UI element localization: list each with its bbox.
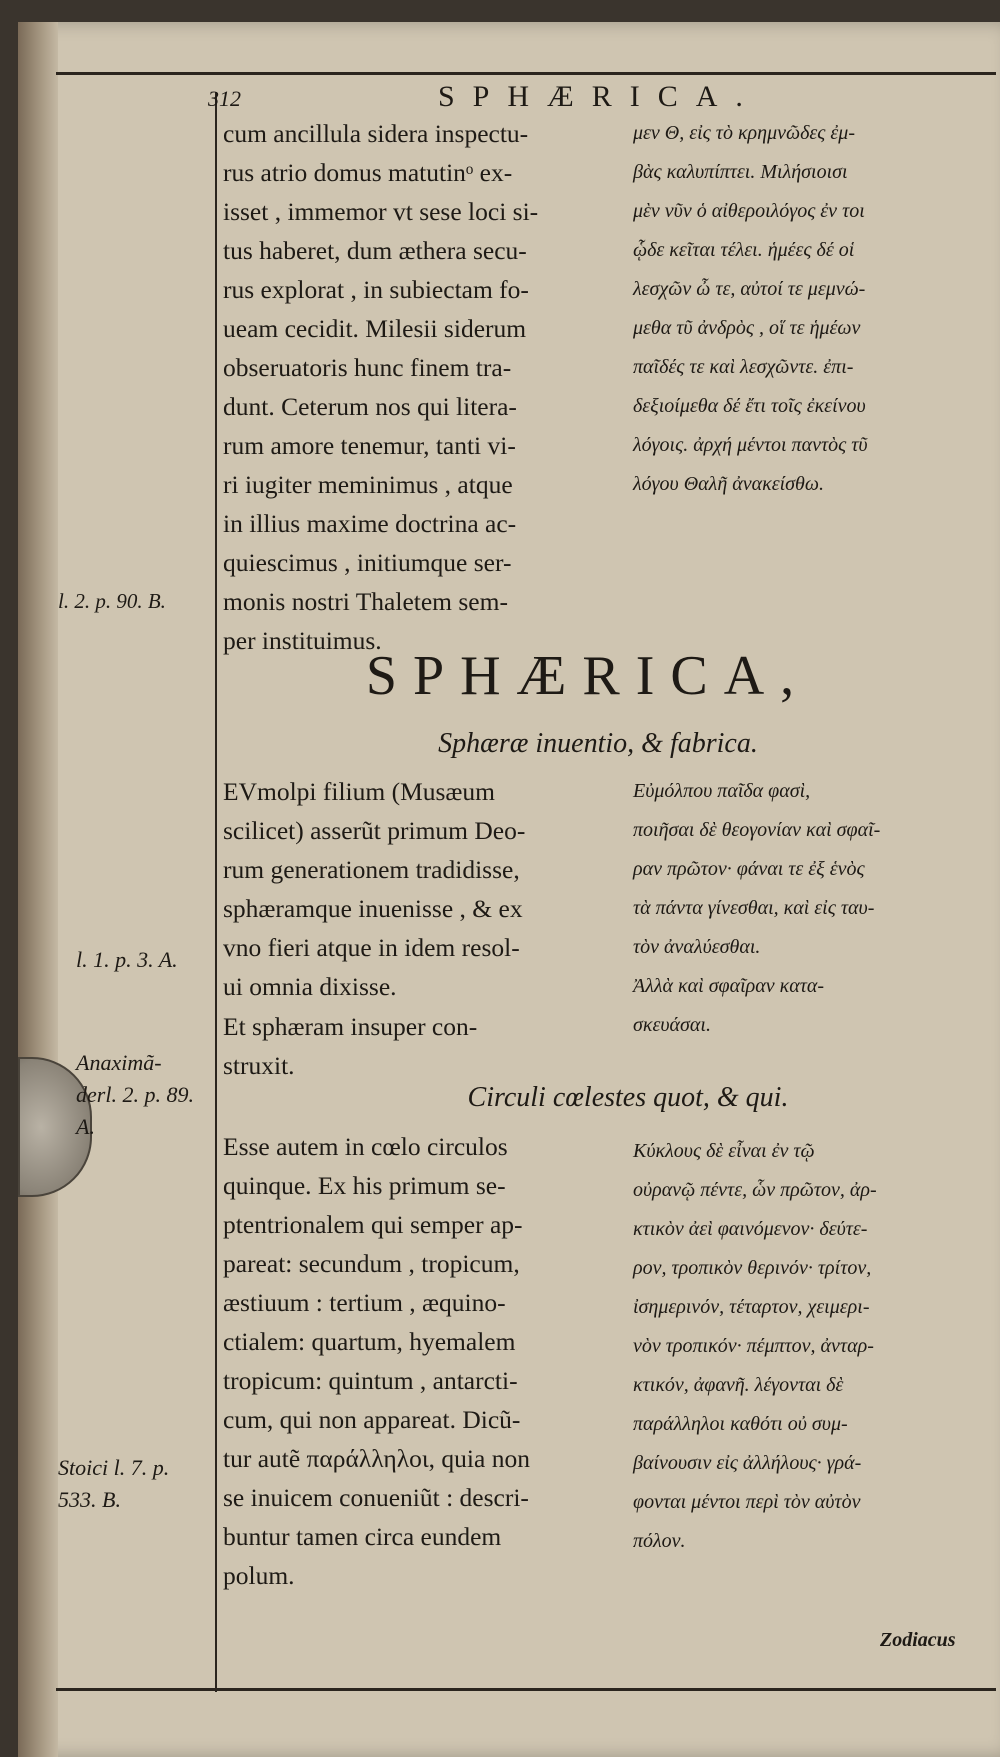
latin-text-construxit: Et sphæram insuper con- struxit. [223,1012,478,1080]
section-title: SPHÆRICA, [365,645,811,707]
subheading-circuli: Circuli cœlestes quot, & qui. [467,1082,789,1113]
greek-text-top: μεν Θ, εἰς τὸ κρημνῶδες ἐμ- βὰς καλυπίπτει. Μιλήσιοισι μὲν νῦν ὁ αἰθεροιλόγος ἐν τοι ᾧδε κεῖται τέλει. ἡμέες δέ οἱ λεσχῶν ὦ τε, αὐτοί τε μεμνώ- μεθα τῦ ἀνδρὸς , οἵ τε ἡμέων παῖδές τε καὶ λεσχῶντε. ἐπι- δεξιοίμεθα δέ ἔτι τοῖς ἐκείνου λόγοις. ἀρχή μέντοι παντὸς τῦ λόγου Θαλῆ ἀνακείσθω. [633,122,868,495]
latin-text-top: cum ancillula sidera inspectu- rus atrio domus matutinᵒ ex- isset , immemor vt sese loci si- tus haberet, dum æthera secu- rus explorat , in subiectam fo- ueam cecidit. Milesii siderum obseruatoris hunc finem tra- dunt. Ceterum nos qui litera- rum amore tenemur, tanti vi- ri iugiter meminimus , atque in illius maxime doctrina ac- quiescimus , initiumque ser- monis nostri Thaletem sem- per instituimus. [223,119,539,655]
margin-note: Stoici l. 7. p. 533. B. [58,1455,170,1512]
book-page [18,22,1000,1757]
running-title: SPHÆRICA. [438,80,761,113]
latin-text-circuli: Esse autem in cœlo circulos quinque. Ex his primum se- ptentrionalem qui semper ap- pareat: secundum , tropicum, æstiuum : tertium , æquino- ctialem: quartum, hyemalem tropicum: quintum , antarcti- cum, qui non appareat. Dicũ- tur autẽ παράλληλοι, quia non se inuicem conueniũt : descri- buntur tamen circa eundem polum. [223,1132,530,1590]
catchword: Zodiacus [880,1629,956,1651]
greek-text-sphaera: Εὐμόλπου παῖδα φασὶ, ποιῆσαι δὲ θεογονίαν καὶ σφαῖ- ραν πρῶτον· φάναι τε ἐξ ἑνὸς τὰ πάντα γίνεσθαι, καὶ εἰς ταυ- τὸν ἀναλύεσθαι. [633,780,881,958]
margin-rule [215,92,217,1692]
margin-note: l. 1. p. 3. A. [76,947,178,972]
greek-text-kataskeuasai: Ἀλλὰ καὶ σφαῖραν κατα- σκευάσαι. [633,975,825,1036]
book-binding [18,22,58,1757]
page-number: 312 [208,86,241,111]
margin-note: Anaximã- derl. 2. p. 89. A. [76,1050,194,1139]
margin-note: l. 2. p. 90. B. [58,589,166,613]
subheading-sphaerae: Sphæræ inuentio, & fabrica. [438,728,758,759]
bottom-rule [56,1688,996,1691]
latin-text-sphaera: EVmolpi filium (Musæum scilicet) asserũt primum Deo- rum generationem tradidisse, sphæramque inuenisse , & ex vno fieri atque in idem resol- ui omnia dixisse. [223,777,526,1001]
greek-text-kukloi: Κύκλους δὲ εἶναι ἐν τῷ οὐρανῷ πέντε, ὧν πρῶτον, ἀρ- κτικὸν ἀεὶ φαινόμενον· δεύτε- ρον, τροπικὸν θερινόν· τρίτον, ἰσημερινόν, τέταρτον, χειμερι- νὸν τροπικόν· πέμπτον, ἀνταρ- κτικόν, ἀφανῆ. λέγονται δὲ παράλληλοι καθότι οὐ συμ- βαίνουσιν εἰς ἀλλήλους· γρά- φονται μέντοι περὶ τὸν αὐτὸν πόλον. [633,1140,877,1552]
page-header [208,66,978,116]
